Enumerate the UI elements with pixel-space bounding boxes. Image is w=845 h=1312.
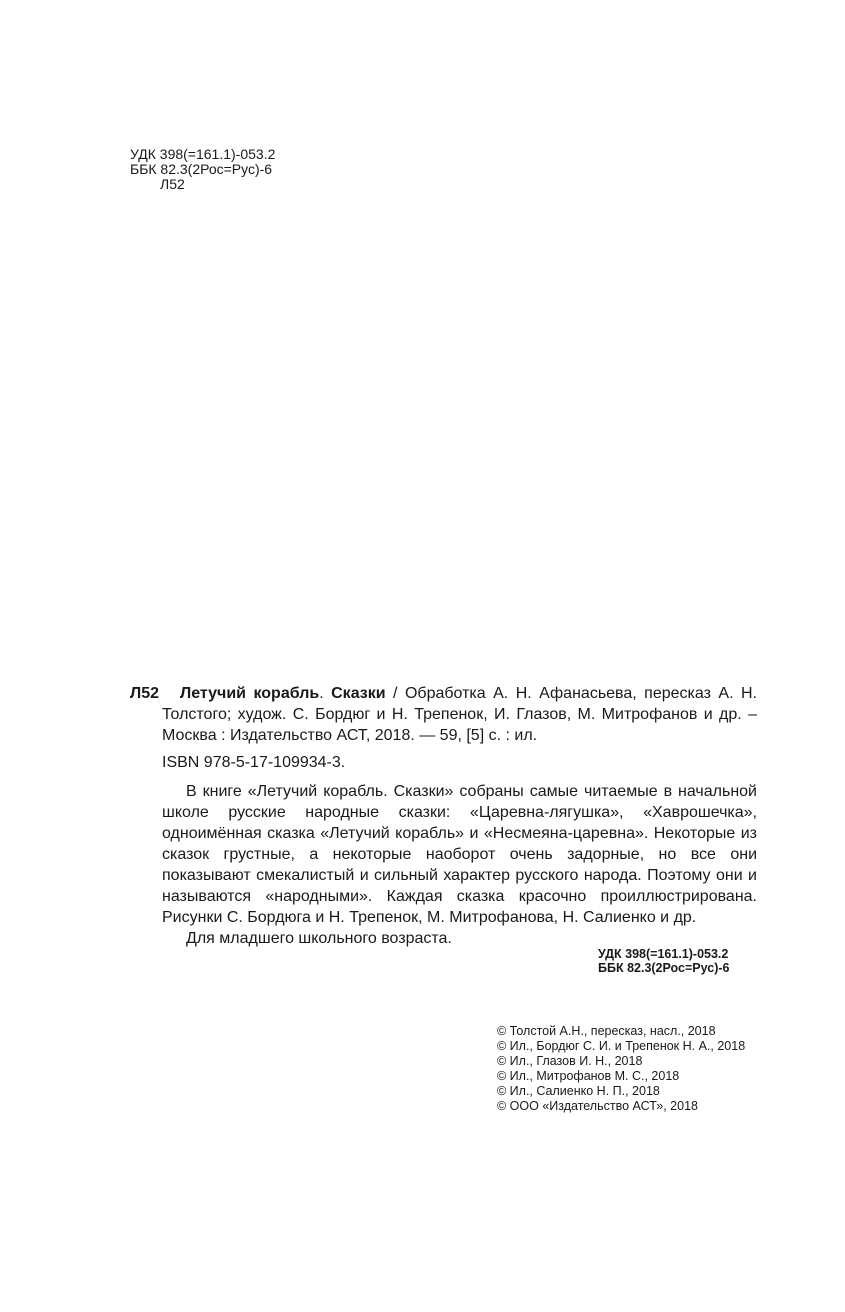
udk-code-bottom: УДК 398(=161.1)-053.2 bbox=[598, 947, 729, 961]
bibliographic-entry bbox=[130, 683, 757, 746]
copyright-line: © Ил., Салиенко Н. П., 2018 bbox=[497, 1084, 660, 1098]
copyright-line: © Ил., Глазов И. Н., 2018 bbox=[497, 1054, 643, 1068]
bbk-code-bottom: ББК 82.3(2Рос=Рус)-6 bbox=[598, 961, 730, 975]
bottom-classification-block bbox=[598, 947, 729, 975]
catalog-card bbox=[130, 683, 757, 949]
annotation: В книге «Летучий корабль. Сказки» собраны самые читаемые в начальной школе русские народные сказки: «Царевна-лягушка», «Хаврошечка», одноимённая сказка «Летучий корабль» и «Несмеяна-царевна». Некоторые из сказок грустные, а некоторые наоборот очень задорные, но все они показывают смекалистый и сильный характер русского народа. Поэтому они и называются «народными». Каждая сказка красочно проиллюстрирована. Рисунки С. Бордюга и Н. Трепенок, М. Митрофанова, Н. Салиенко и др. bbox=[162, 783, 757, 926]
title-sub: Сказки bbox=[331, 685, 386, 702]
copyright-line: © Ил., Митрофанов М. С., 2018 bbox=[497, 1069, 680, 1083]
copyright-line: © Толстой А.Н., пересказ, насл., 2018 bbox=[497, 1024, 716, 1038]
copyright-block bbox=[497, 1024, 745, 1114]
top-classification-block bbox=[130, 147, 275, 192]
isbn: ISBN 978-5-17-109934-3. bbox=[162, 754, 346, 771]
book-title bbox=[180, 685, 386, 702]
title-separator: . bbox=[319, 685, 332, 702]
copyright-line: © Ил., Бордюг С. И. и Трепенок Н. А., 2018 bbox=[497, 1039, 746, 1053]
bibliographic-description: / Обработка А. Н. Афанасьева, пересказ А. Н. Толстого; худож. С. Бордюг и Н. Трепенок, И. Глазов, М. Митрофанов и др. – Москва : Издательство АСТ, 2018. — 59, [5] с. : ил. bbox=[162, 685, 758, 744]
catalog-code: Л52 bbox=[130, 685, 160, 702]
title-main: Летучий корабль bbox=[180, 685, 320, 702]
author-mark: Л52 bbox=[160, 176, 185, 192]
age-recommendation: Для младшего школьного возраста. bbox=[186, 930, 452, 947]
copyright-line: © ООО «Издательство АСТ», 2018 bbox=[497, 1099, 698, 1113]
udk-code: УДК 398(=161.1)-053.2 bbox=[130, 146, 276, 162]
bbk-code: ББК 82.3(2Рос=Рус)-6 bbox=[130, 161, 273, 177]
